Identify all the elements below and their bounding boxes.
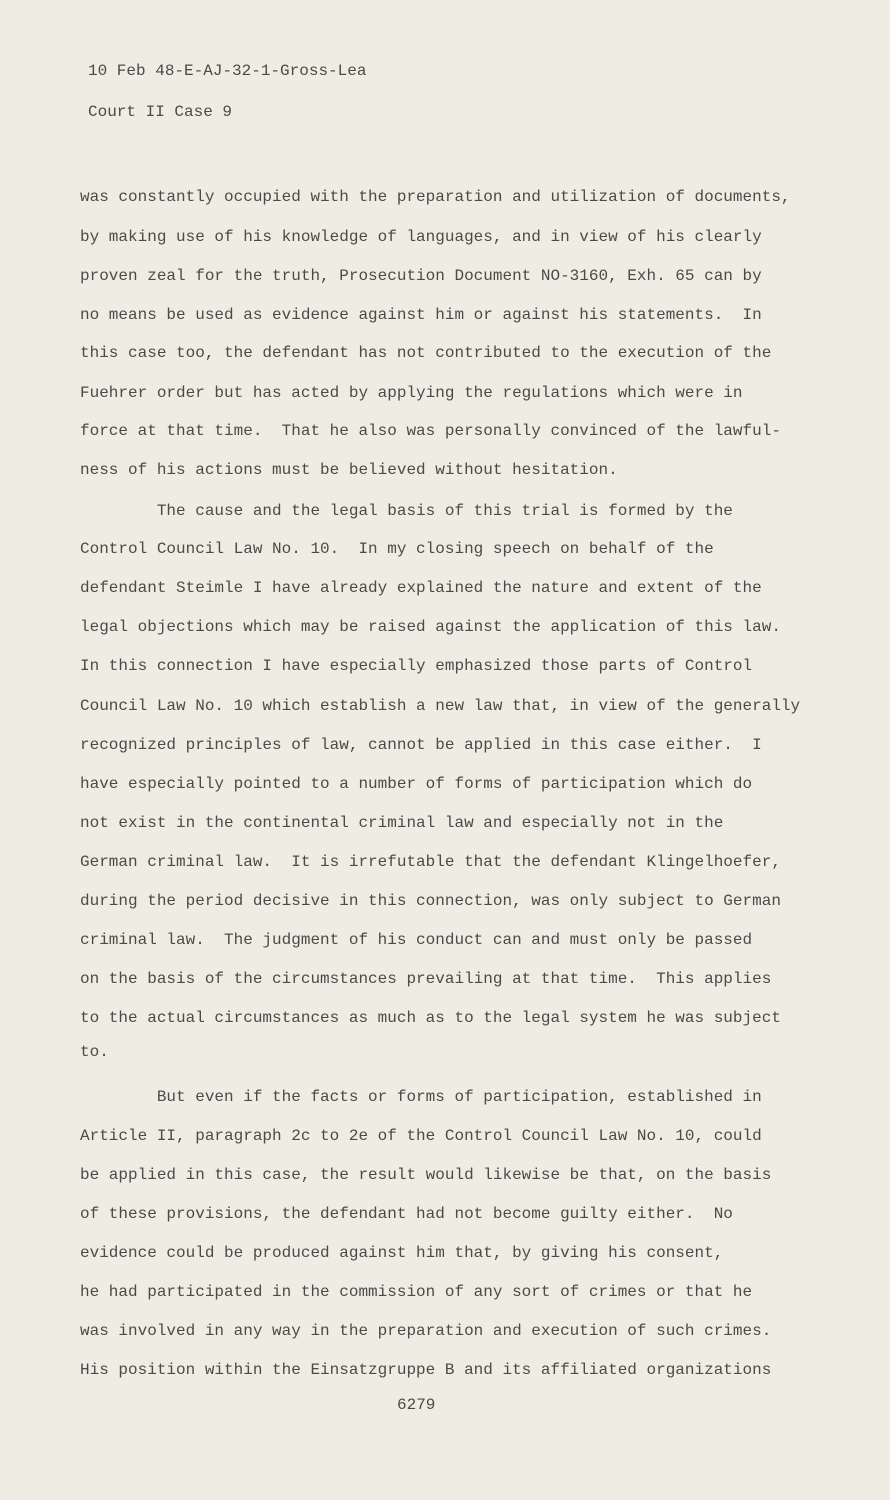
- text-line: this case too, the defendant has not contributed to the execution of the: [80, 344, 772, 362]
- text-line: have especially pointed to a number of forms of participation which do: [80, 775, 753, 793]
- text-line: German criminal law. It is irrefutable that the defendant Klingelhoefer,: [80, 853, 781, 871]
- text-line: Fuehrer order but has acted by applying the regulations which were in: [80, 384, 743, 402]
- text-line: His position within the Einsatzgruppe B and its affiliated organizations: [80, 1361, 772, 1379]
- page-number: 6279: [397, 1396, 436, 1414]
- text-line: legal objections which may be raised against the application of this law.: [80, 618, 781, 636]
- text-line: not exist in the continental criminal law and especially not in the: [80, 814, 724, 832]
- text-line: Council Law No. 10 which establish a new law that, in view of the generally: [80, 697, 801, 715]
- text-line: by making use of his knowledge of languages, and in view of his clearly: [80, 228, 762, 246]
- text-line: recognized principles of law, cannot be applied in this case either. I: [80, 736, 762, 754]
- text-line: In this connection I have especially emphasized those parts of Control: [80, 657, 753, 675]
- text-line: evidence could be produced against him that, by giving his consent,: [80, 1244, 724, 1262]
- text-line: Article II, paragraph 2c to 2e of the Control Council Law No. 10, could: [80, 1127, 762, 1145]
- text-line: he had participated in the commission of any sort of crimes or that he: [80, 1283, 753, 1301]
- text-line: to the actual circumstances as much as to the legal system he was subject: [80, 1009, 781, 1027]
- text-line: ness of his actions must be believed without hesitation.: [80, 461, 618, 479]
- text-line: Control Council Law No. 10. In my closing speech on behalf of the: [80, 540, 714, 558]
- court-case-label: Court II Case 9: [88, 103, 233, 121]
- text-line: defendant Steimle I have already explained the nature and extent of the: [80, 579, 762, 597]
- text-line: criminal law. The judgment of his conduct can and must only be passed: [80, 931, 753, 949]
- text-line: was constantly occupied with the preparation and utilization of documents,: [80, 188, 791, 206]
- text-line: no means be used as evidence against him or against his statements. In: [80, 306, 762, 324]
- text-line: of these provisions, the defendant had not become guilty either. No: [80, 1205, 733, 1223]
- text-line: during the period decisive in this connection, was only subject to German: [80, 892, 781, 910]
- text-line: The cause and the legal basis of this trial is formed by the: [80, 502, 733, 520]
- text-line: on the basis of the circumstances prevailing at that time. This applies: [80, 970, 772, 988]
- text-line: proven zeal for the truth, Prosecution Document NO-3160, Exh. 65 can by: [80, 267, 762, 285]
- text-line: But even if the facts or forms of participation, established in: [80, 1088, 762, 1106]
- text-line: force at that time. That he also was personally convinced of the lawful-: [80, 422, 781, 440]
- document-reference: 10 Feb 48-E-AJ-32-1-Gross-Lea: [88, 62, 367, 80]
- text-line: be applied in this case, the result would likewise be that, on the basis: [80, 1166, 772, 1184]
- text-line: was involved in any way in the preparation and execution of such crimes.: [80, 1322, 772, 1340]
- text-line: to.: [80, 1043, 109, 1061]
